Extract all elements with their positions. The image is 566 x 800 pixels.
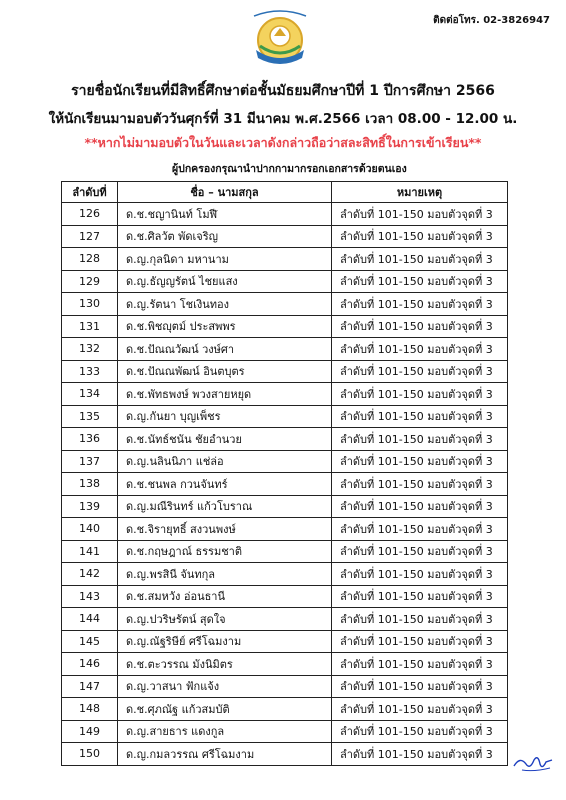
student-name: ด.ช.นัทธ์ชนัน ชัยอำนวย xyxy=(118,428,332,451)
row-number: 137 xyxy=(62,450,118,473)
student-name: ด.ช.ศิลวัต พัดเจริญ xyxy=(118,225,332,248)
row-number: 130 xyxy=(62,293,118,316)
table-row xyxy=(62,540,508,563)
row-remark: ลำดับที่ 101-150 มอบตัวจุดที่ 3 xyxy=(332,315,508,338)
row-number: 144 xyxy=(62,608,118,631)
row-number: 148 xyxy=(62,698,118,721)
row-number: 131 xyxy=(62,315,118,338)
student-name: ด.ช.ตะวรรณ มังนิมิตร xyxy=(118,653,332,676)
table-row xyxy=(62,473,508,496)
student-name: ด.ญ.สายธาร แดงกูล xyxy=(118,720,332,743)
row-remark: ลำดับที่ 101-150 มอบตัวจุดที่ 3 xyxy=(332,405,508,428)
table-row xyxy=(62,293,508,316)
table-row xyxy=(62,225,508,248)
signature-mark xyxy=(512,752,554,774)
row-remark: ลำดับที่ 101-150 มอบตัวจุดที่ 3 xyxy=(332,675,508,698)
student-name: ด.ญ.มณีรินทร์ แก้วโบราณ xyxy=(118,495,332,518)
row-remark: ลำดับที่ 101-150 มอบตัวจุดที่ 3 xyxy=(332,495,508,518)
row-remark: ลำดับที่ 101-150 มอบตัวจุดที่ 3 xyxy=(332,338,508,361)
row-remark: ลำดับที่ 101-150 มอบตัวจุดที่ 3 xyxy=(332,720,508,743)
page-title: รายชื่อนักเรียนที่มีสิทธิ์ศึกษาต่อชั้นมัธยมศึกษาปีที่ 1 ปีการศึกษา 2566 xyxy=(71,83,495,99)
row-number: 142 xyxy=(62,563,118,586)
row-number: 135 xyxy=(62,405,118,428)
student-name: ด.ญ.นลินนิภา แช่ล่อ xyxy=(118,450,332,473)
student-name: ด.ญ.ธัญญรัตน์ ไชยแสง xyxy=(118,270,332,293)
table-row xyxy=(62,630,508,653)
row-remark: ลำดับที่ 101-150 มอบตัวจุดที่ 3 xyxy=(332,270,508,293)
table-row xyxy=(62,675,508,698)
table-row xyxy=(62,428,508,451)
student-name: ด.ญ.กมลวรรณ ศรีโฉมงาม xyxy=(118,743,332,766)
row-number: 133 xyxy=(62,360,118,383)
row-number: 127 xyxy=(62,225,118,248)
student-name: ด.ญ.พรสินี จันทกุล xyxy=(118,563,332,586)
table-row xyxy=(62,698,508,721)
row-remark: ลำดับที่ 101-150 มอบตัวจุดที่ 3 xyxy=(332,225,508,248)
student-name: ด.ช.กฤษฎาณ์ ธรรมชาติ xyxy=(118,540,332,563)
table-row xyxy=(62,563,508,586)
row-remark: ลำดับที่ 101-150 มอบตัวจุดที่ 3 xyxy=(332,473,508,496)
col-header-number: ลำดับที่ xyxy=(62,182,118,203)
row-remark: ลำดับที่ 101-150 มอบตัวจุดที่ 3 xyxy=(332,203,508,226)
table-row xyxy=(62,360,508,383)
row-remark: ลำดับที่ 101-150 มอบตัวจุดที่ 3 xyxy=(332,698,508,721)
student-name: ด.ญ.ปวริษรัตน์ สุดใจ xyxy=(118,608,332,631)
table-row xyxy=(62,203,508,226)
row-remark: ลำดับที่ 101-150 มอบตัวจุดที่ 3 xyxy=(332,248,508,271)
table-row xyxy=(62,270,508,293)
table-row xyxy=(62,720,508,743)
table-row xyxy=(62,405,508,428)
table-row xyxy=(62,383,508,406)
row-remark: ลำดับที่ 101-150 มอบตัวจุดที่ 3 xyxy=(332,428,508,451)
row-remark: ลำดับที่ 101-150 มอบตัวจุดที่ 3 xyxy=(332,450,508,473)
row-number: 128 xyxy=(62,248,118,271)
table-row xyxy=(62,450,508,473)
table-row xyxy=(62,653,508,676)
row-number: 150 xyxy=(62,743,118,766)
row-number: 143 xyxy=(62,585,118,608)
student-name: ด.ช.จิรายุทธิ์ สงวนพงษ์ xyxy=(118,518,332,541)
row-number: 132 xyxy=(62,338,118,361)
student-name: ด.ญ.วาสนา ฟักแจ้ง xyxy=(118,675,332,698)
student-name: ด.ญ.ณัฐริษีย์ ศรีโฉมงาม xyxy=(118,630,332,653)
student-name: ด.ช.สมหวัง อ่อนธานี xyxy=(118,585,332,608)
row-number: 149 xyxy=(62,720,118,743)
row-number: 139 xyxy=(62,495,118,518)
table-row xyxy=(62,495,508,518)
table-row xyxy=(62,518,508,541)
row-remark: ลำดับที่ 101-150 มอบตัวจุดที่ 3 xyxy=(332,585,508,608)
row-remark: ลำดับที่ 101-150 มอบตัวจุดที่ 3 xyxy=(332,653,508,676)
table-row xyxy=(62,743,508,766)
table-row xyxy=(62,338,508,361)
table-header-row xyxy=(62,182,508,203)
row-remark: ลำดับที่ 101-150 มอบตัวจุดที่ 3 xyxy=(332,630,508,653)
row-remark: ลำดับที่ 101-150 มอบตัวจุดที่ 3 xyxy=(332,743,508,766)
student-name: ด.ญ.กุลนิดา มหานาม xyxy=(118,248,332,271)
student-name: ด.ช.ศุภณัฐ แก้วสมบัติ xyxy=(118,698,332,721)
col-header-name: ชื่อ – นามสกุล xyxy=(118,182,332,203)
row-remark: ลำดับที่ 101-150 มอบตัวจุดที่ 3 xyxy=(332,563,508,586)
table-row xyxy=(62,585,508,608)
student-name: ด.ช.พิชญุตม์ ประสพพร xyxy=(118,315,332,338)
row-number: 129 xyxy=(62,270,118,293)
row-number: 126 xyxy=(62,203,118,226)
student-name: ด.ญ.กันยา บุญเพ็ชร xyxy=(118,405,332,428)
col-header-remark: หมายเหตุ xyxy=(332,182,508,203)
contact-phone: ติดต่อโทร. 02-3826947 xyxy=(433,15,550,26)
row-number: 140 xyxy=(62,518,118,541)
row-number: 136 xyxy=(62,428,118,451)
row-number: 138 xyxy=(62,473,118,496)
row-number: 147 xyxy=(62,675,118,698)
student-name: ด.ญ.รัตนา โชเงินทอง xyxy=(118,293,332,316)
row-remark: ลำดับที่ 101-150 มอบตัวจุดที่ 3 xyxy=(332,293,508,316)
table-row xyxy=(62,608,508,631)
table-row xyxy=(62,248,508,271)
student-name: ด.ช.ชนพล กวนจันทร์ xyxy=(118,473,332,496)
row-remark: ลำดับที่ 101-150 มอบตัวจุดที่ 3 xyxy=(332,608,508,631)
row-number: 146 xyxy=(62,653,118,676)
row-number: 141 xyxy=(62,540,118,563)
school-logo xyxy=(246,6,314,68)
reporting-schedule: ให้นักเรียนมามอบตัววันศุกร์ที่ 31 มีนาคม พ.ศ.2566 เวลา 08.00 - 12.00 น. xyxy=(48,111,518,127)
table-row xyxy=(62,315,508,338)
student-name: ด.ช.พัทธพงษ์ พวงสายหยุด xyxy=(118,383,332,406)
row-remark: ลำดับที่ 101-150 มอบตัวจุดที่ 3 xyxy=(332,360,508,383)
row-number: 145 xyxy=(62,630,118,653)
row-remark: ลำดับที่ 101-150 มอบตัวจุดที่ 3 xyxy=(332,518,508,541)
row-number: 134 xyxy=(62,383,118,406)
student-name: ด.ช.ปัณณพัฒน์ อินตบุตร xyxy=(118,360,332,383)
student-list-table xyxy=(61,181,508,766)
warning-notice: **หากไม่มามอบตัวในวันและเวลาดังกล่าวถือว่าสละสิทธิ์ในการเข้าเรียน** xyxy=(84,135,482,150)
row-remark: ลำดับที่ 101-150 มอบตัวจุดที่ 3 xyxy=(332,540,508,563)
parent-note: ผู้ปกครองกรุณานำปากกามากรอกเอกสารด้วยตนเอง xyxy=(172,163,407,175)
student-name: ด.ช.ปัณณวัฒน์ วงษ์ศา xyxy=(118,338,332,361)
student-name: ด.ช.ชญานินท์ โมฬี xyxy=(118,203,332,226)
row-remark: ลำดับที่ 101-150 มอบตัวจุดที่ 3 xyxy=(332,383,508,406)
